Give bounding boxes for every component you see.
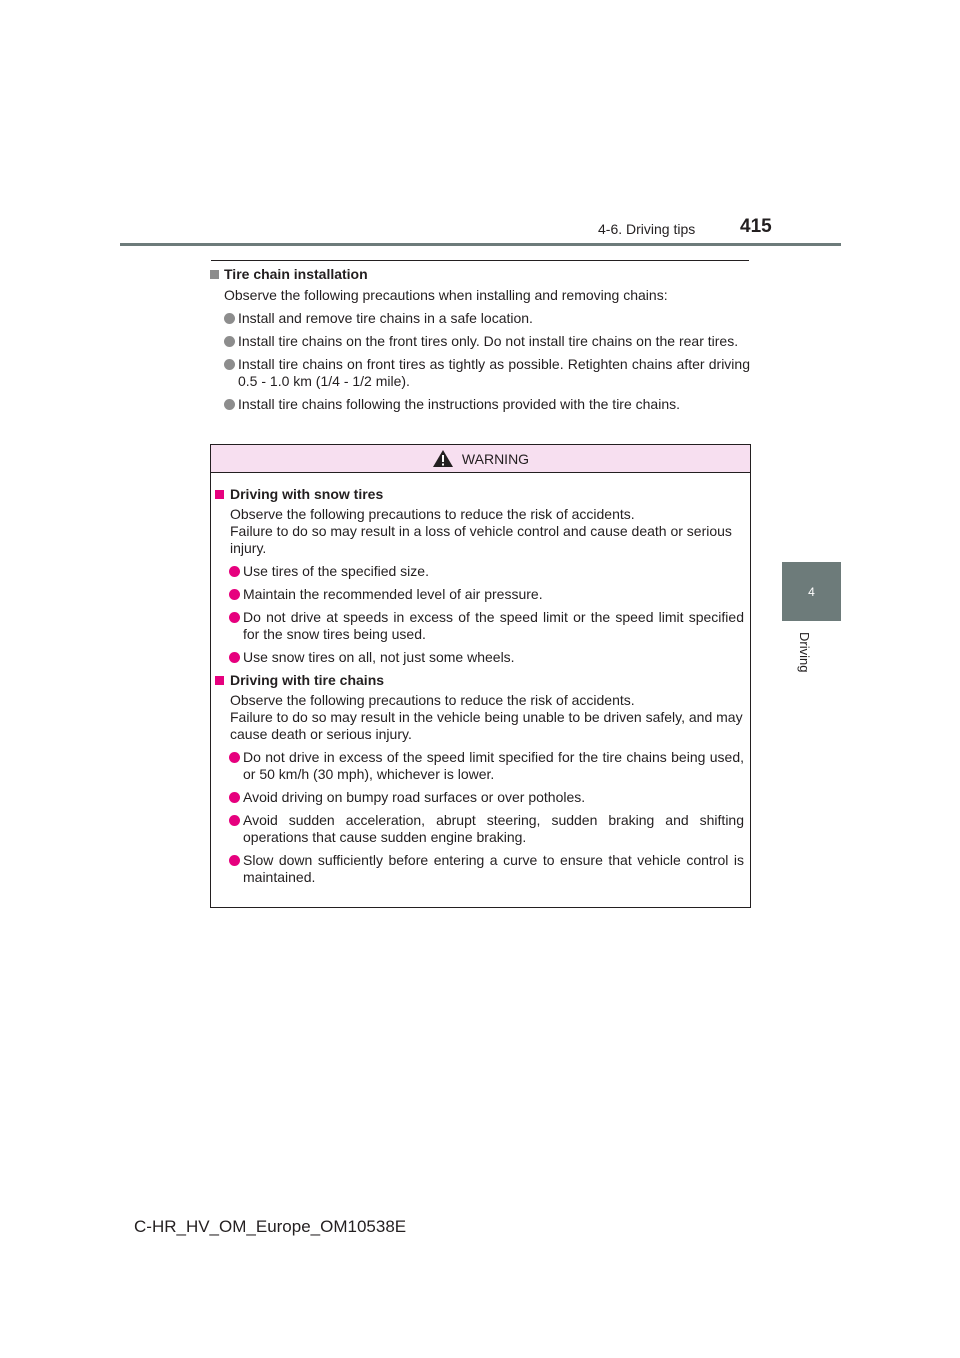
warning-paragraph (230, 692, 744, 743)
warning-line: Observe the following precautions to reduce the risk of accidents. (230, 692, 635, 708)
list-item-text: Avoid sudden acceleration, abrupt steering, sudden braking and shifting operations that cause sudden engine braking. (243, 812, 744, 845)
warning-section-title (215, 486, 744, 503)
circle-bullet-icon (229, 566, 240, 577)
list-item-text: Do not drive in excess of the speed limit specified for the tire chains being used, or 50 km/h (30 mph), whichever is lower. (243, 749, 744, 782)
content-top-rule (211, 260, 749, 261)
section-heading: 4-6. Driving tips (598, 221, 696, 237)
circle-bullet-icon (229, 752, 240, 763)
list-item (215, 812, 744, 846)
circle-bullet-icon (229, 855, 240, 866)
tire-chain-installation-section (210, 266, 750, 419)
list-item (215, 749, 744, 783)
circle-bullet-icon (224, 313, 235, 324)
list-item-text: Install tire chains on the front tires only. Do not install tire chains on the rear tires. (238, 333, 739, 349)
circle-bullet-icon (229, 652, 240, 663)
installation-list (210, 310, 750, 413)
circle-bullet-icon (224, 336, 235, 347)
warning-box (210, 444, 751, 908)
warning-list (215, 563, 744, 666)
warning-line: Failure to do so may result in the vehicle being unable to be driven safely, and may cause death or serious injury. (230, 709, 743, 742)
list-item (215, 586, 744, 603)
warning-triangle-icon (432, 449, 454, 468)
circle-bullet-icon (229, 589, 240, 600)
list-item-text: Use snow tires on all, not just some wheels. (243, 649, 515, 665)
chapter-tab-number: 4 (808, 584, 815, 599)
list-item (215, 789, 744, 806)
warning-section-title-text: Driving with tire chains (230, 672, 385, 688)
warning-body (211, 473, 750, 886)
list-item-text: Install tire chains following the instructions provided with the tire chains. (238, 396, 680, 412)
chapter-tab (782, 562, 841, 621)
list-item (210, 333, 750, 350)
list-item (215, 609, 744, 643)
list-item (210, 396, 750, 413)
list-item-text: Maintain the recommended level of air pressure. (243, 586, 543, 602)
list-item (215, 563, 744, 580)
list-item (210, 356, 750, 390)
section-intro: Observe the following precautions when installing and removing chains: (224, 287, 668, 303)
list-item-text: Install tire chains on front tires as tightly as possible. Retighten chains after driving 0.5 - 1.0 km (1/4 - 1/2 mile). (238, 356, 750, 389)
warning-section-title (215, 672, 744, 689)
circle-bullet-icon (224, 399, 235, 410)
section-title (210, 266, 750, 283)
circle-bullet-icon (229, 815, 240, 826)
circle-bullet-icon (224, 359, 235, 370)
chapter-tab-label: Driving (797, 632, 812, 673)
warning-line: Observe the following precautions to reduce the risk of accidents. (230, 506, 635, 522)
circle-bullet-icon (229, 612, 240, 623)
warning-section-title-text: Driving with snow tires (230, 486, 384, 502)
warning-label: WARNING (461, 450, 530, 467)
list-item (210, 310, 750, 327)
list-item (215, 852, 744, 886)
circle-bullet-icon (229, 792, 240, 803)
list-item-text: Slow down sufficiently before entering a curve to ensure that vehicle control is maintained. (243, 852, 744, 885)
warning-paragraph (230, 506, 744, 557)
square-bullet-icon (215, 490, 224, 499)
square-bullet-icon (210, 270, 219, 279)
warning-header (211, 445, 750, 473)
list-item-text: Avoid driving on bumpy road surfaces or over potholes. (243, 789, 586, 805)
list-item-text: Do not drive at speeds in excess of the speed limit or the speed limit specified for the snow tires being used. (243, 609, 744, 642)
section-title-text: Tire chain installation (224, 266, 368, 282)
list-item (215, 649, 744, 666)
page-number: 415 (740, 216, 772, 237)
header-rule (120, 243, 841, 246)
warning-list (215, 749, 744, 886)
warning-line: Failure to do so may result in a loss of vehicle control and cause death or serious injury. (230, 523, 732, 556)
list-item-text: Use tires of the specified size. (243, 563, 429, 579)
square-bullet-icon (215, 676, 224, 685)
document-code: C-HR_HV_OM_Europe_OM10538E (134, 1217, 407, 1236)
list-item-text: Install and remove tire chains in a safe location. (238, 310, 533, 326)
